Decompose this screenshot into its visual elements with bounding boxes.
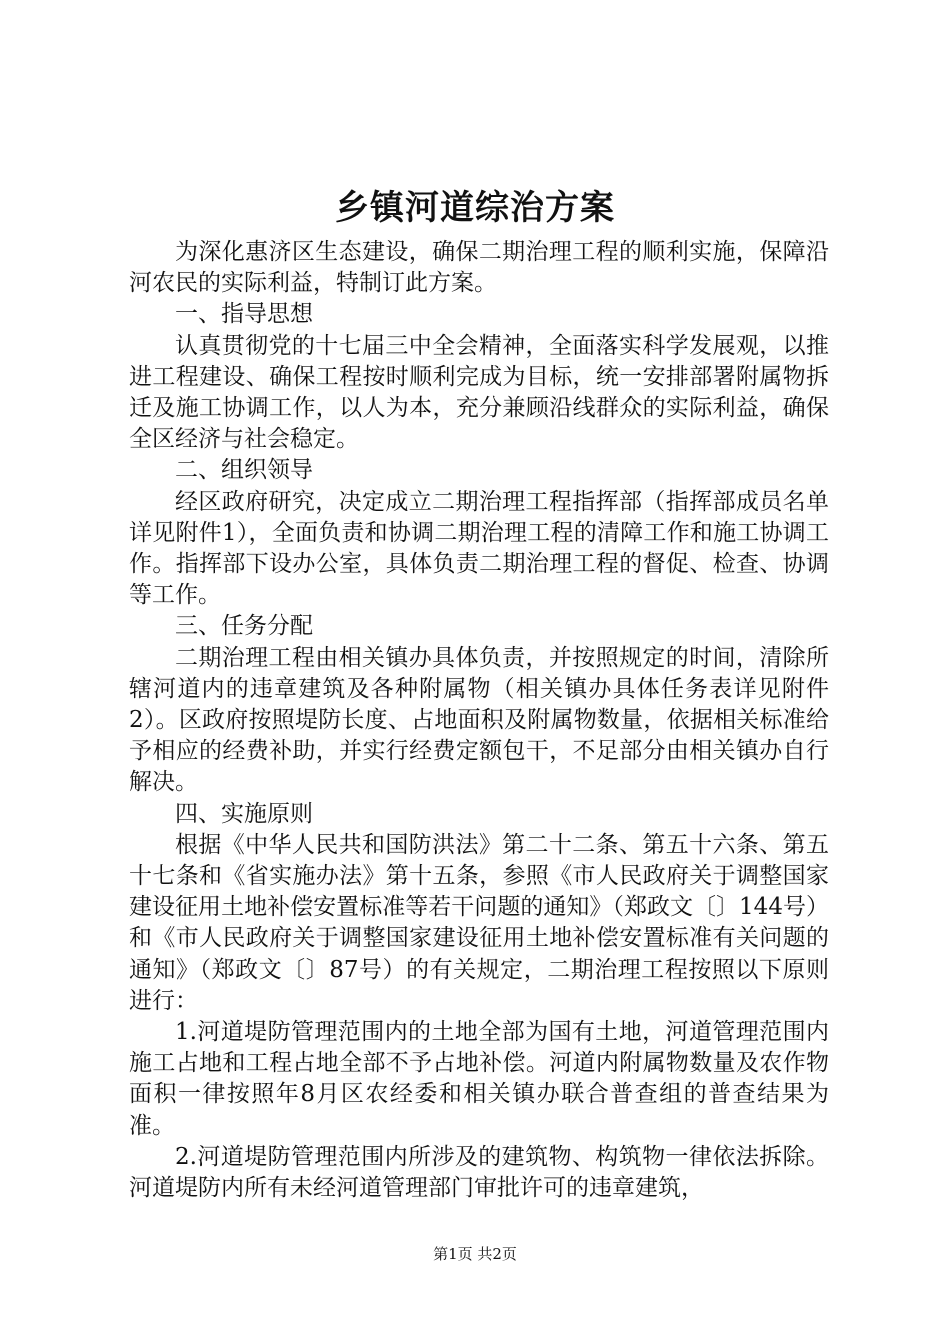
heading-organization: 二、组织领导 (175, 457, 313, 484)
page-footer: 第1页 共2页 (433, 1245, 517, 1263)
paragraph-principle-1: 1.河道堤防管理范围内的土地全部为国有土地，河道管理范围内施工占地和工程占地全部不予占地补偿。河道内附属物数量及农作物面积一律按照年8月区农经委和相关镇办联合普查组的普查结果为准。 (129, 1019, 829, 1139)
paragraph-guiding-ideology: 认真贯彻党的十七届三中全会精神，全面落实科学发展观，以推进工程建设、确保工程按时顺利完成为目标，统一安排部署附属物拆迁及施工协调工作，以人为本，充分兼顾沿线群众的实际利益，确保全区经济与社会稳定。 (129, 332, 829, 453)
paragraph-principle-2: 2.河道堤防管理范围内所涉及的建筑物、构筑物一律依法拆除。河道堤防内所有未经河道管理部门审批许可的违章建筑， (129, 1143, 829, 1202)
heading-principles: 四、实施原则 (175, 800, 313, 827)
paragraph-principles: 根据《中华人民共和国防洪法》第二十二条、第五十六条、第五十七条和《省实施办法》第十五条，参照《市人民政府关于调整国家建设征用土地补偿安置标准等若干问题的通知》（郑政文〔〕144号）和《市人民政府关于调整国家建设征用土地补偿安置标准有关问题的通知》（郑政文〔〕87号）的有关规定，二期治理工程按照以下原则进行： (129, 831, 829, 1014)
heading-task-allocation: 三、任务分配 (175, 613, 313, 640)
paragraph-task-allocation: 二期治理工程由相关镇办具体负责，并按照规定的时间，清除所辖河道内的违章建筑及各种附属物（相关镇办具体任务表详见附件2）。区政府按照堤防长度、占地面积及附属物数量，依据相关标准给予相应的经费补助，并实行经费定额包干，不足部分由相关镇办自行解决。 (129, 644, 829, 796)
document-body (129, 237, 829, 1204)
paragraph-intro: 为深化惠济区生态建设，确保二期治理工程的顺利实施，保障沿河农民的实际利益，特制订此方案。 (129, 239, 829, 297)
paragraph-organization: 经区政府研究，决定成立二期治理工程指挥部（指挥部成员名单详见附件1），全面负责和协调二期治理工程的清障工作和施工协调工作。指挥部下设办公室，具体负责二期治理工程的督促、检查、协调等工作。 (129, 488, 829, 609)
document-title: 乡镇河道综治方案 (335, 188, 615, 228)
heading-guiding-ideology: 一、指导思想 (175, 301, 313, 328)
